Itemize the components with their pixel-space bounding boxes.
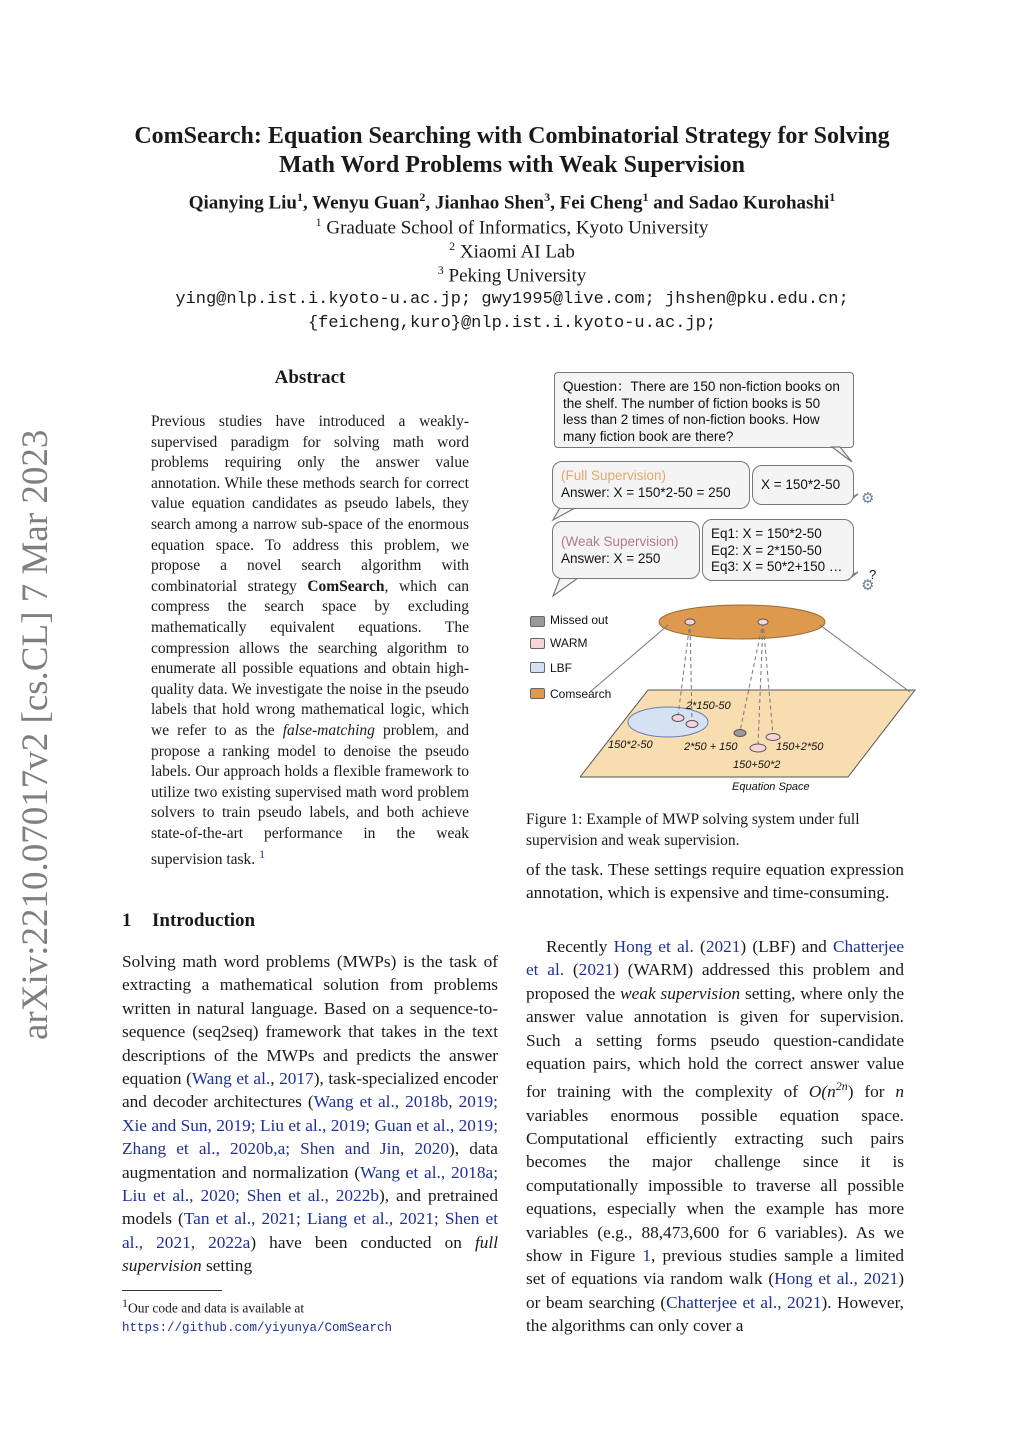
- legend-warm: WARM: [550, 636, 588, 650]
- body-text: , previous studies sample a limited set of equations via random walk (: [526, 1246, 904, 1289]
- projection-line: [820, 625, 910, 692]
- legend-swatch-missed: [530, 616, 545, 627]
- question-bubble-tail: [832, 447, 852, 462]
- body-text: ), task-specialized encoder and decoder architectures (: [122, 1069, 498, 1112]
- weak-supervision-label: (Weak Supervision): [561, 534, 679, 549]
- code-url-link[interactable]: https://github.com/yiyunya/ComSearch: [122, 1320, 393, 1335]
- arxiv-side-label: arXiv:2210.07017v2 [cs.CL] 7 Mar 2023: [15, 429, 56, 1040]
- equation-space-label: Equation Space: [732, 781, 810, 793]
- title-line-2: Math Word Problems with Weak Supervision: [278, 152, 746, 178]
- math-variable: n: [895, 1082, 904, 1102]
- abstract-term: false-matching: [282, 721, 375, 739]
- affil-text: Xiaomi AI Lab: [455, 241, 575, 263]
- citation-link[interactable]: Wang et al., 2018b, 2019; Xie and Sun, 2019; Liu et al., 2019; Guan et al., 2019; Zhang et al., 2020b,a; Shen and Jin, 2020: [122, 1092, 498, 1159]
- citation-link[interactable]: Hong et al.: [613, 937, 694, 956]
- body-text: ) or beam searching (: [526, 1269, 904, 1312]
- citation-link[interactable]: 2021: [705, 937, 741, 956]
- eq-point: [672, 715, 684, 722]
- full-supervision-answer: Answer: X = 150*2-50 = 250: [561, 484, 731, 500]
- weak-bubble-tail: [553, 578, 578, 596]
- title-line-1: ComSearch: Equation Searching with Combinatorial Strategy for Solving: [134, 123, 890, 149]
- author-affil-mark: 2: [419, 190, 426, 204]
- equation-label: 150+2*50: [776, 741, 824, 753]
- body-text: ) have been conducted on: [250, 1232, 475, 1252]
- emails-line-1: ying@nlp.ist.i.kyoto-u.ac.jp; gwy1995@live.com; jhshen@pku.edu.cn;: [175, 290, 849, 309]
- abstract-method-name: ComSearch: [307, 577, 385, 595]
- legend-swatch-warm: [530, 638, 545, 649]
- section-number: 1: [122, 910, 132, 931]
- legend-lbf: LBF: [550, 661, 573, 675]
- abstract-text: Previous studies have introduced a weakly-supervised paradigm for solving math word problems requiring only the answer value annotation. While these methods search for correct value equation candidates as pseudo labels, they search among a narrow sub-space of the enormous equation space. To address this problem, we propose a novel search algorithm with combinatorial strategy: [151, 413, 469, 595]
- equation-label: 150+50*2: [733, 759, 781, 771]
- author-affil-mark: 1: [296, 190, 303, 204]
- citation-link[interactable]: Hong et al., 2021: [774, 1269, 899, 1289]
- warm-point: [685, 619, 695, 625]
- citation-link[interactable]: Tan et al., 2021; Liang et al., 2021; Shen et al., 2021, 2022a: [122, 1209, 499, 1252]
- body-text: Solving math word problems (MWPs) is the task of extracting a mathematical solution from problems written in natural language. Based on a sequence-to-sequence (seq2seq) framework that takes in the text descriptions of the MWPs and predicts the answer equation (: [122, 952, 498, 1089]
- introduction-column-1: [122, 950, 498, 1278]
- emphasis: weak supervision: [620, 983, 741, 1003]
- equation-label: 150*2-50: [608, 739, 653, 751]
- introduction-column-2-top: of the task. These settings require equation expression annotation, which is expensive and time-consuming.: [526, 860, 904, 903]
- full-supervision-label: (Full Supervision): [561, 468, 667, 483]
- full-bubble-tail: [553, 508, 575, 520]
- equation-label: 2*50 + 150: [684, 741, 738, 753]
- footnote-number: 1: [122, 1296, 128, 1310]
- abstract-heading: Abstract: [274, 367, 346, 388]
- emails-line-2: {feicheng,kuro}@nlp.ist.i.kyoto-u.ac.jp;: [307, 314, 717, 333]
- affil-mark: 2: [449, 239, 456, 253]
- robot-icon: ⚙: [861, 578, 875, 594]
- figure-caption: Figure 1: Example of MWP solving system under full supervision and weak supervision.: [526, 811, 860, 849]
- author-affil-mark: 3: [544, 190, 551, 204]
- author-name: and Sadao Kurohashi: [648, 192, 830, 214]
- legend-swatch-comsearch: [530, 688, 545, 699]
- introduction-column-2: [526, 935, 904, 1338]
- legend-swatch-lbf: [530, 662, 545, 673]
- math-expression: ): [847, 1082, 854, 1102]
- author-name: Qianying Liu: [188, 192, 297, 214]
- footnote-marker[interactable]: 1: [259, 847, 266, 862]
- candidate-equation: Eq3: X = 50*2+150 …: [711, 559, 843, 574]
- warm-point: [758, 619, 768, 625]
- abstract-text: problem, and propose a ranking model to denoise the pseudo labels. Our approach holds a flexible framework to utilize two existing supervised math word problem solvers to train pseudo labels, and both achieve state-of-the-art performance in the weak supervision task.: [151, 721, 469, 869]
- body-text: (: [564, 960, 579, 980]
- figure-reference-link[interactable]: 1: [642, 1246, 652, 1266]
- author-affil-mark: 1: [829, 190, 836, 204]
- weak-supervision-bubble: [552, 521, 700, 579]
- comsearch-disc: [659, 605, 825, 639]
- emphasis: full supervision: [122, 1232, 498, 1276]
- missed-point: [734, 730, 746, 737]
- math-expression: O(n: [808, 1082, 836, 1102]
- body-text: ,: [270, 1069, 280, 1089]
- citation-link[interactable]: Wang et al.: [191, 1069, 271, 1089]
- body-text: ), and pretrained models (: [122, 1186, 498, 1229]
- affil-text: Graduate School of Informatics, Kyoto University: [321, 217, 709, 239]
- affil-mark: 3: [437, 263, 444, 277]
- body-text: setting: [201, 1256, 253, 1276]
- math-exponent: 2n: [835, 1079, 848, 1094]
- legend-missed-out: Missed out: [550, 613, 609, 627]
- body-text: variables enormous possible equation space. Computational efficiently extracting such pairs becomes the major challenge since it is computationally impossible to traverse all possible equations, especially when the example has more variables (e.g., 88,473,600 for 6 variables). As we show in Figure: [526, 1105, 904, 1266]
- full-equation-bubble: X = 150*2-50: [752, 465, 854, 505]
- affil-text: Peking University: [443, 265, 587, 287]
- footnote-divider: [122, 1290, 222, 1291]
- candidate-equation: Eq2: X = 2*150-50: [711, 542, 822, 558]
- body-text: ) (WARM) addressed this problem and proposed the: [526, 960, 905, 1003]
- citation-link[interactable]: 2021: [578, 960, 614, 980]
- author-name: , Jianhao Shen: [425, 192, 545, 214]
- question-bubble: Question：There are 150 non-fiction books on the shelf. The number of fiction books is 50 less than 2 times of non-fiction books. How many fiction book are there?: [554, 372, 854, 448]
- projection-line: [590, 625, 668, 692]
- body-text: ) (LBF) and: [740, 937, 833, 956]
- legend-comsearch: Comsearch: [550, 687, 612, 701]
- citation-link[interactable]: Chatterjee et al., 2021: [666, 1292, 822, 1312]
- author-affil-mark: 1: [642, 190, 649, 204]
- question-mark-label: ?: [869, 567, 877, 582]
- author-name: , Fei Cheng: [550, 192, 643, 214]
- citation-link[interactable]: 2017: [279, 1069, 314, 1089]
- body-text: Recently: [546, 937, 614, 956]
- candidate-equation: Eq1: X = 150*2-50: [711, 526, 822, 541]
- eq-point: [750, 744, 766, 752]
- body-text: setting, where only the answer value annotation is given for supervision. Such a setting forms pseudo question-candidate equation pairs, which hold the correct answer value for training with the complexity of: [526, 983, 905, 1102]
- section-title: Introduction: [152, 910, 256, 931]
- abstract-text: , which can compress the search space by excluding mathematically equivalent equations. The compression allows the searching algorithm to enumerate all possible equations and obtain high-quality data. We investigate the noise in the pseudo labels that hold wrong mathematical logic, which we refer to as the: [151, 577, 469, 739]
- body-text: for: [853, 1082, 896, 1102]
- author-name: , Wenyu Guan: [302, 192, 420, 214]
- body-text: (: [693, 937, 706, 956]
- candidate-equations-bubble: [702, 519, 854, 581]
- full-supervision-bubble: [552, 461, 750, 509]
- citation-link[interactable]: Wang et al., 2018a; Liu et al., 2020; Shen et al., 2022b: [122, 1162, 498, 1206]
- footnote-text: Our code and data is available at: [128, 1300, 305, 1316]
- robot-icon: ⚙: [861, 491, 875, 507]
- equation-label: 2*150-50: [686, 700, 731, 712]
- body-text: ). However, the algorithms can only cover a: [526, 1292, 904, 1336]
- citation-link[interactable]: Chatterjee et al.: [526, 937, 905, 980]
- section-heading-introduction: [122, 910, 255, 932]
- eq-point: [766, 734, 780, 741]
- weak-supervision-answer: Answer: X = 250: [561, 550, 661, 566]
- footnote: [122, 1294, 502, 1337]
- affil-mark: 1: [315, 215, 322, 229]
- body-text: ), data augmentation and normalization (: [122, 1139, 498, 1182]
- eq-point: [686, 721, 698, 728]
- equation-space-diagram: [580, 600, 920, 785]
